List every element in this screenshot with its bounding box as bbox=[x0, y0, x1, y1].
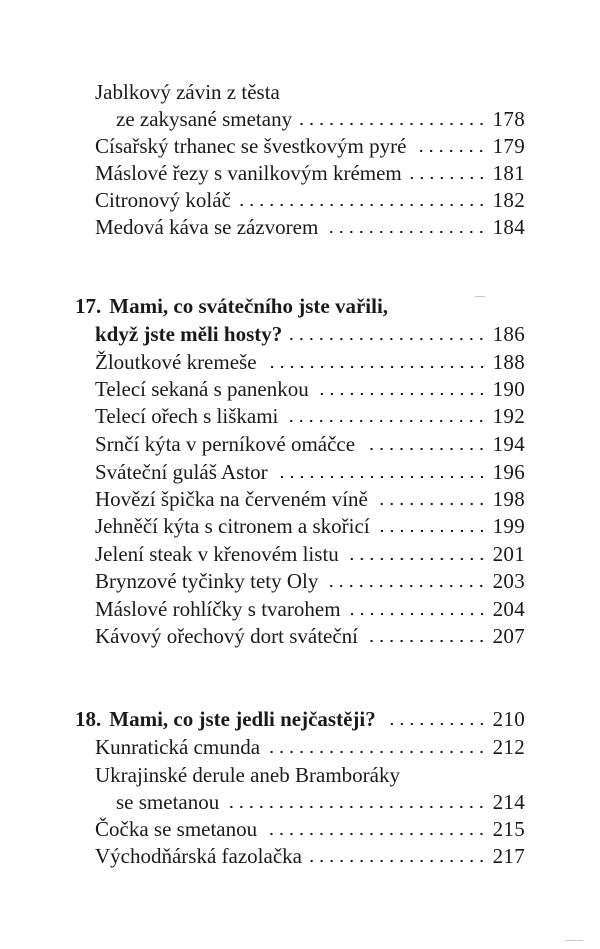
toc-entry-title: Máslové rohlíčky s tvarohem bbox=[95, 597, 341, 621]
toc-entry-title: Kávový ořechový dort sváteční bbox=[95, 624, 359, 648]
toc-page-number: 178 bbox=[492, 107, 525, 131]
toc-entry-title: Brynzové tyčinky tety Oly bbox=[95, 569, 319, 593]
toc-entry bbox=[95, 483, 525, 511]
toc-page-number: 182 bbox=[492, 188, 525, 212]
toc-entry-title: Kunratická cmunda bbox=[95, 735, 261, 759]
toc-entry bbox=[116, 786, 525, 814]
scan-speck bbox=[565, 940, 583, 941]
dot-leader bbox=[410, 176, 487, 180]
toc-entry-title: Srnčí kýta v perníkové omáčce bbox=[95, 432, 356, 456]
toc-page-number: 217 bbox=[492, 844, 525, 868]
scan-speck bbox=[475, 296, 485, 297]
toc-entry-title: se smetanou bbox=[116, 790, 220, 814]
chapter-title: Mami, co svátečního jste vařili, bbox=[109, 294, 389, 318]
toc-page-number: 186 bbox=[492, 322, 525, 346]
toc-entry-title: Ukrajinské derule aneb Bramboráky bbox=[95, 763, 400, 787]
toc-entry bbox=[95, 346, 525, 374]
toc-entry-title: Jablkový závin z těsta bbox=[95, 80, 280, 104]
dot-leader bbox=[265, 832, 486, 836]
toc-entry bbox=[95, 400, 525, 428]
chapter-heading bbox=[75, 290, 388, 318]
toc-page-number: 192 bbox=[492, 404, 525, 428]
toc-page-number: 194 bbox=[492, 432, 525, 456]
toc-page-number: 214 bbox=[492, 790, 525, 814]
toc-entry bbox=[95, 620, 525, 648]
toc-entry bbox=[95, 565, 525, 593]
toc-entry-title: Čočka se smetanou bbox=[95, 817, 258, 841]
dot-leader bbox=[300, 122, 487, 126]
toc-page-number: 198 bbox=[492, 487, 525, 511]
toc-entry-title: Žloutkové kremeše bbox=[95, 350, 257, 374]
chapter-heading bbox=[75, 703, 525, 731]
dot-leader bbox=[265, 365, 487, 369]
toc-entry-title: ze zakysané smetany bbox=[116, 107, 293, 131]
toc-page-number: 188 bbox=[492, 350, 525, 374]
dot-leader bbox=[349, 612, 487, 616]
dot-leader bbox=[310, 859, 487, 863]
dot-leader bbox=[326, 584, 486, 588]
chapter-heading bbox=[95, 318, 525, 346]
toc-entry-title: Hovězí špička na červeném víně bbox=[95, 487, 368, 511]
toc-page-number: 179 bbox=[492, 134, 525, 158]
toc-page-number: 201 bbox=[492, 542, 525, 566]
dot-leader bbox=[378, 529, 487, 533]
toc-entry bbox=[95, 76, 280, 104]
toc-entry-title: Císařský trhanec se švestkovým pyré bbox=[95, 134, 407, 158]
toc-page-number: 190 bbox=[492, 377, 525, 401]
toc-entry bbox=[95, 130, 525, 158]
dot-leader bbox=[227, 805, 486, 809]
toc-page-number: 199 bbox=[492, 514, 525, 538]
toc-entry bbox=[95, 731, 525, 759]
toc-entry-title: Jelení steak v křenovém listu bbox=[95, 542, 339, 566]
dot-leader bbox=[414, 149, 486, 153]
toc-page-number: 204 bbox=[492, 597, 525, 621]
toc-entry bbox=[95, 593, 525, 621]
dot-leader bbox=[384, 722, 487, 726]
toc-page-number: 203 bbox=[492, 569, 525, 593]
dot-leader bbox=[286, 419, 486, 423]
toc-entry bbox=[95, 373, 525, 401]
toc-entry-title: Východňárská fazolačka bbox=[95, 844, 302, 868]
toc-entry bbox=[95, 456, 525, 484]
toc-entry bbox=[95, 184, 525, 212]
toc-entry bbox=[95, 428, 525, 456]
toc-entry-title: Sváteční guláš Astor bbox=[95, 460, 268, 484]
toc-page-number: 207 bbox=[492, 624, 525, 648]
toc-entry-title: Citronový koláč bbox=[95, 188, 231, 212]
chapter-title: když jste měli hosty? bbox=[95, 322, 283, 346]
toc-entry bbox=[95, 840, 525, 868]
chapter-number: 18. bbox=[75, 707, 102, 731]
toc-entry bbox=[95, 211, 525, 239]
dot-leader bbox=[290, 337, 486, 341]
toc-entry-title: Telecí ořech s liškami bbox=[95, 404, 279, 428]
toc-page-number: 196 bbox=[492, 460, 525, 484]
dot-leader bbox=[276, 475, 487, 479]
toc-entry-title: Jehněčí kýta s citronem a skořicí bbox=[95, 514, 370, 538]
dot-leader bbox=[317, 392, 487, 396]
toc-entry-title: Medová káva se zázvorem bbox=[95, 215, 319, 239]
toc-page-number: 215 bbox=[492, 817, 525, 841]
chapter-title: Mami, co jste jedli nejčastěji? bbox=[109, 707, 376, 731]
toc-entry-title: Telecí sekaná s panenkou bbox=[95, 377, 309, 401]
toc-entry bbox=[116, 103, 525, 131]
toc-entry bbox=[95, 759, 400, 787]
dot-leader bbox=[363, 447, 487, 451]
dot-leader bbox=[239, 203, 487, 207]
dot-leader bbox=[376, 502, 487, 506]
dot-leader bbox=[326, 230, 486, 234]
toc-entry bbox=[95, 538, 525, 566]
toc-entry bbox=[95, 510, 525, 538]
toc-page-number: 184 bbox=[492, 215, 525, 239]
toc-entry bbox=[95, 813, 525, 841]
toc-page-number: 181 bbox=[492, 161, 525, 185]
dot-leader bbox=[347, 557, 487, 561]
toc-entry-title: Máslové řezy s vanilkovým krémem bbox=[95, 161, 402, 185]
toc-entry bbox=[95, 157, 525, 185]
dot-leader bbox=[268, 750, 487, 754]
toc-page-number: 212 bbox=[492, 735, 525, 759]
chapter-number: 17. bbox=[75, 294, 102, 318]
toc-page-number: 210 bbox=[492, 707, 525, 731]
dot-leader bbox=[366, 639, 487, 643]
